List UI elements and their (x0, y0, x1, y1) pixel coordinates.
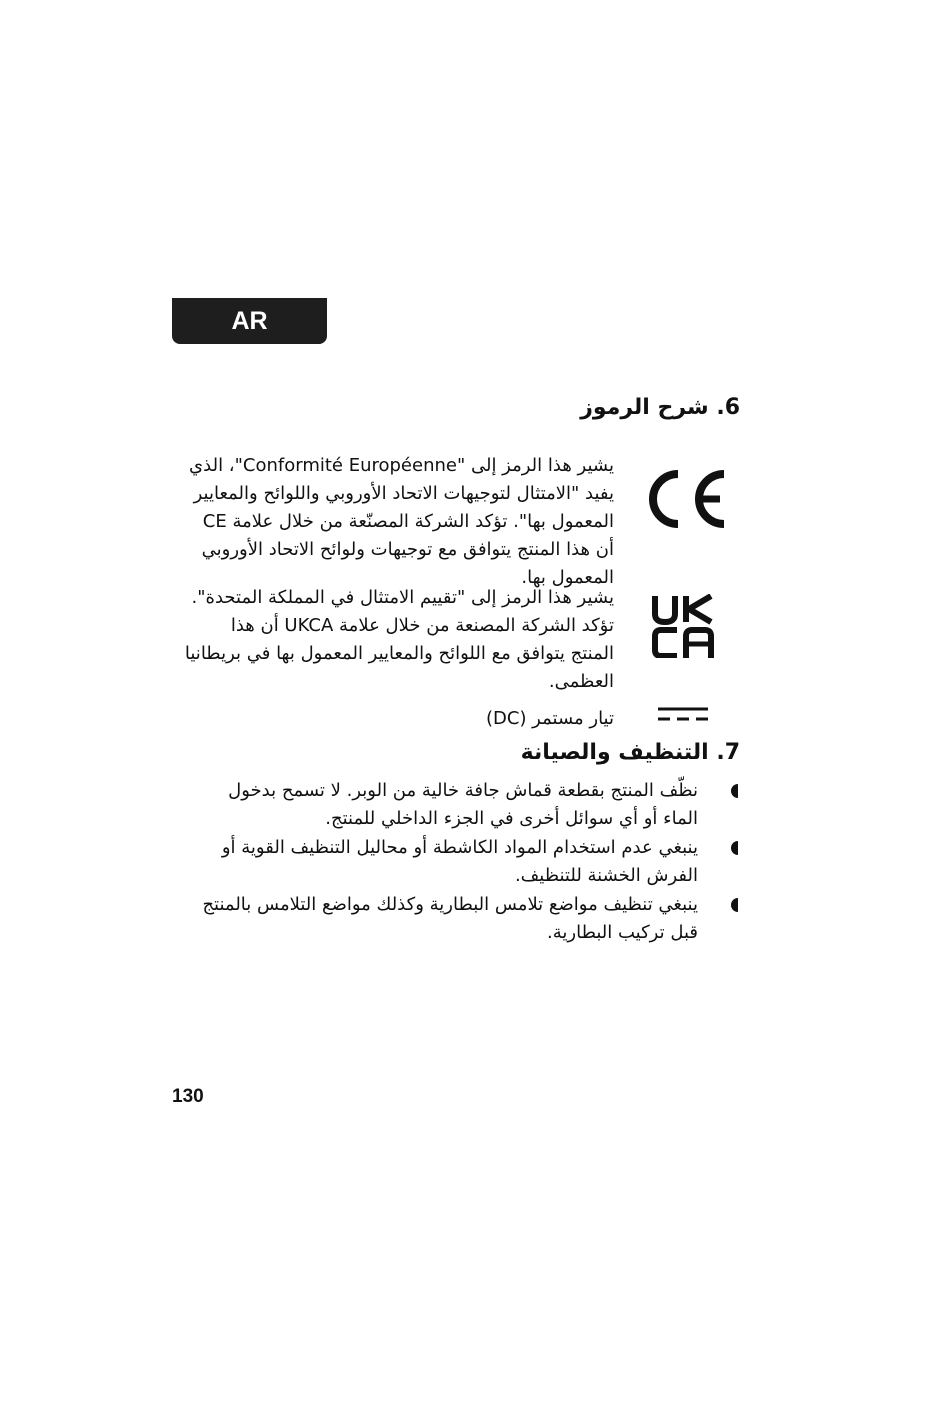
cleaning-instructions-list (200, 777, 740, 948)
list-item (200, 891, 740, 947)
ce-mark-icon (638, 468, 730, 530)
page-number: 130 (172, 1086, 204, 1107)
list-item (200, 834, 740, 890)
list-item-text: نظّف المنتج بقطعة قماش جافة خالية من الوبر. لا تسمح بدخول الماء أو أي سوائل أخرى في الجزء الداخلي للمنتج. (228, 780, 698, 829)
list-item (200, 777, 740, 833)
ukca-symbol-description: يشير هذا الرمز إلى "تقييم الامتثال في المملكة المتحدة". تؤكد الشركة المصنعة من خلال علامة UKCA أن هذا المنتج يتوافق مع اللوائح والمعايير المعمول بها في بريطانيا العظمى. (184, 587, 614, 692)
list-item-text: ينبغي تنظيف مواضع تلامس البطارية وكذلك مواضع التلامس بالمنتج قبل تركيب البطارية. (202, 894, 698, 943)
ce-symbol-description: يشير هذا الرمز إلى "Conformité Européenne"، الذي يفيد "الامتثال لتوجيهات الاتحاد الأوروبي واللوائح والمعايير المعمول بها". تؤكد الشركة المصنّعة من خلال علامة CE أن هذا المنتج يتوافق مع توجيهات ولوائح الاتحاد الأوروبي المعمول بها. (189, 455, 614, 588)
dc-symbol-description: تيار مستمر (DC) (485, 708, 614, 729)
list-item-text: ينبغي عدم استخدام المواد الكاشطة أو محاليل التنظيف القوية أو الفرش الخشنة للتنظيف. (221, 837, 698, 886)
bullet-icon (731, 898, 738, 912)
bullet-icon (731, 841, 738, 855)
section-6-heading: 6. شرح الرموز (580, 395, 740, 420)
ukca-mark-icon (651, 594, 715, 658)
language-tab: AR (172, 298, 327, 344)
direct-current-icon (658, 706, 708, 722)
section-7-heading: 7. التنظيف والصيانة (520, 740, 740, 765)
bullet-icon (731, 784, 738, 798)
